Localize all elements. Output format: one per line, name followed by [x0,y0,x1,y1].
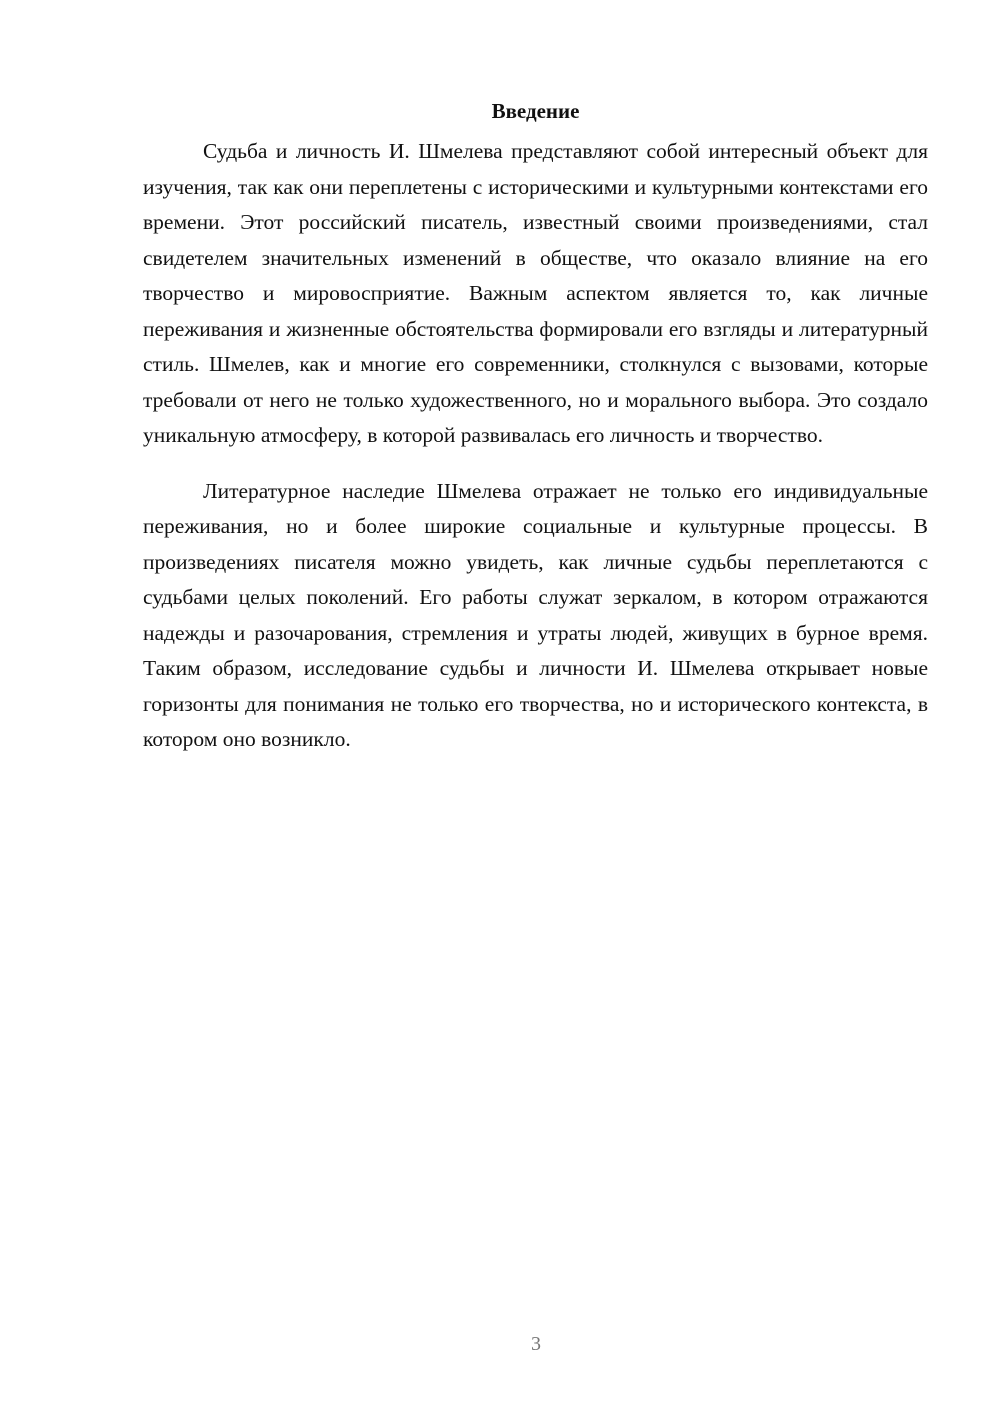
paragraph-2: Литературное наследие Шмелева отражает не только его индивидуальные переживания, но и более широкие социальные и культурные процессы. В произведениях писателя можно увидеть, как личные судьбы переплетаются с судьбами целых поколений. Его работы служат зеркалом, в котором отражаются надежды и разочарования, стремления и утраты людей, живущих в бурное время. Таким образом, исследование судьбы и личности И. Шмелева открывает новые горизонты для понимания не только его творчества, но и исторического контекста, в котором оно возникло. [143,478,928,751]
paragraph-1: Судьба и личность И. Шмелева представляют собой интересный объект для изучения, так как они переплетены с историческими и культурными контекстами его времени. Этот российский писатель, известный своими произведениями, стал свидетелем значительных изменений в обществе, что оказало влияние на его творчество и мировосприятие. Важным аспектом является то, как личные переживания и жизненные обстоятельства формировали его взгляды и литературный стиль. Шмелев, как и многие его современники, столкнулся с вызовами, которые требовали от него не только художественного, но и морального выбора. Это создало уникальную атмосферу, в которой развивалась его личность и творчество. [143,139,928,447]
section-heading: Введение [491,99,580,123]
page-content [143,94,928,758]
page-number: 3 [531,1333,541,1355]
